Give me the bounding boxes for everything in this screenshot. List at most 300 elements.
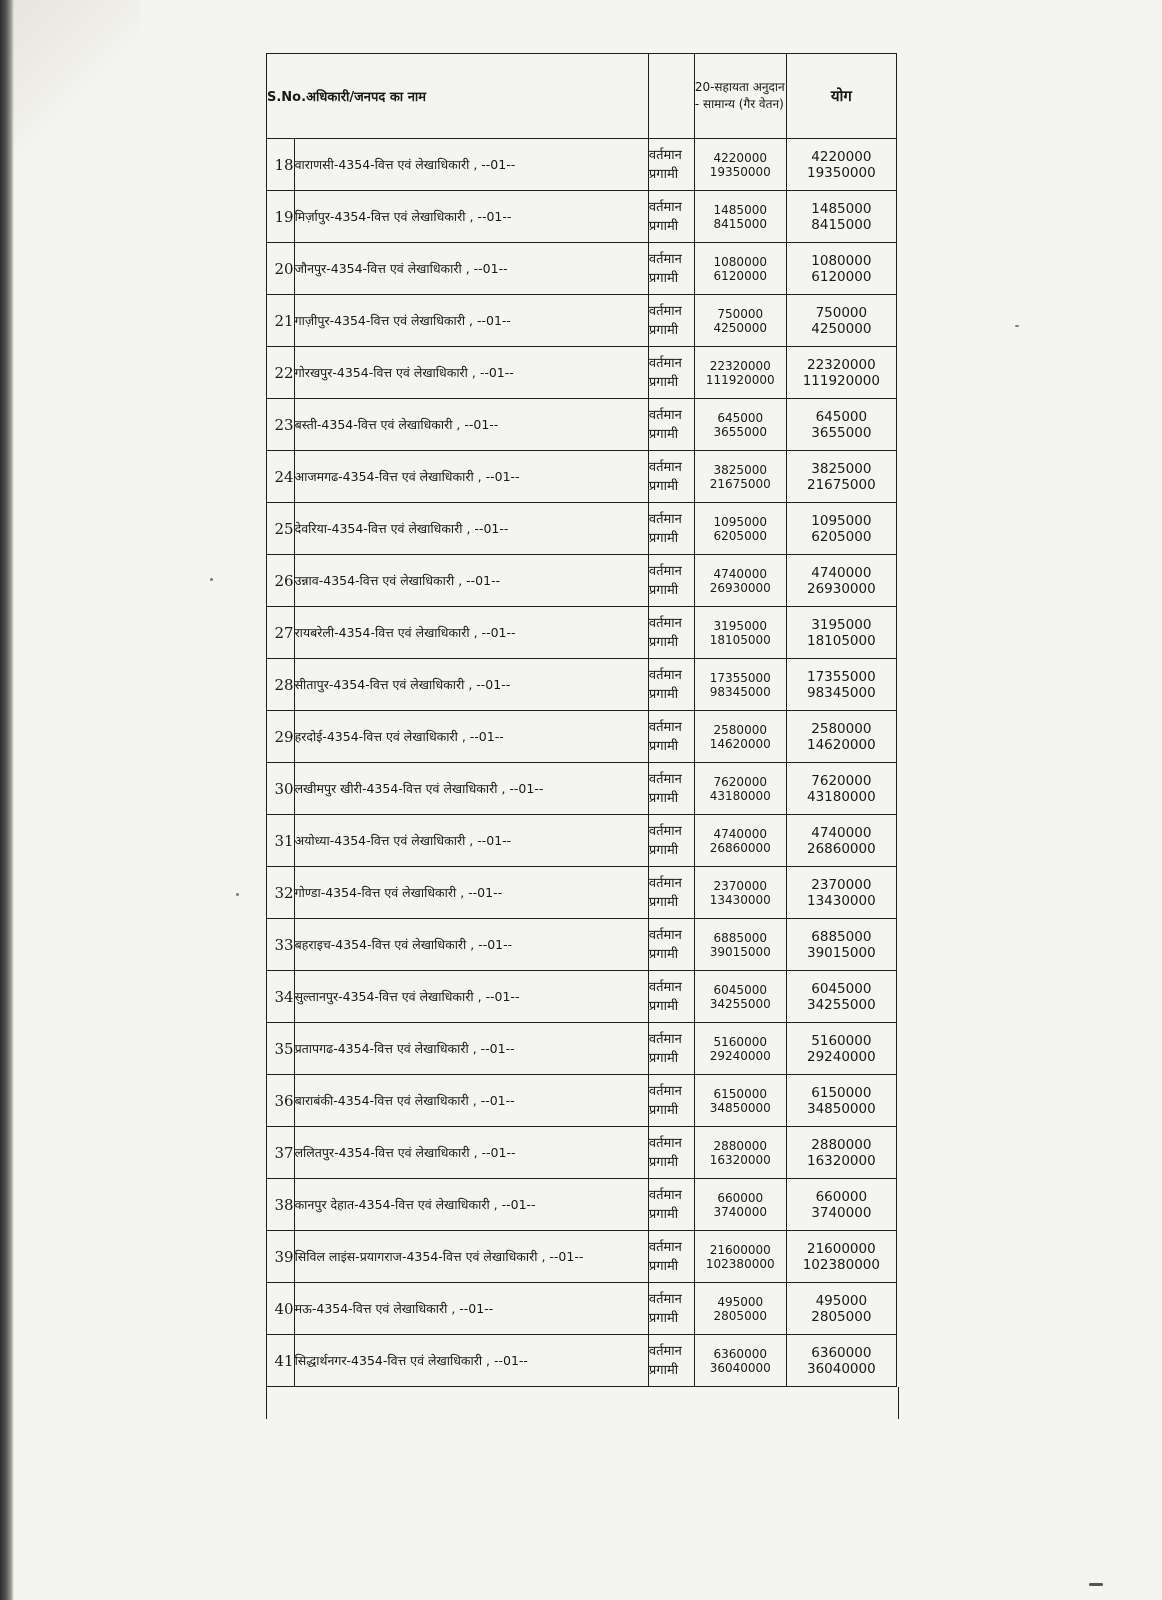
row-amount [694,607,786,659]
row-period [648,243,694,295]
row-period [648,1179,694,1231]
period-future-label: प्रगामी [648,894,679,910]
row-name: हरदोई-4354-वित्त एवं लेखाधिकारी , --01-- [294,711,648,763]
row-total [786,711,896,763]
scan-speck [1015,325,1019,327]
row-total [786,399,896,451]
amount-current: 6150000 [713,1086,767,1101]
amount-future: 26930000 [709,580,771,595]
period-current-label: वर्तमान [648,1343,682,1359]
row-period [648,1075,694,1127]
amount-future: 34850000 [709,1100,771,1115]
amount-future: 3740000 [713,1204,767,1219]
amount-current: 3825000 [713,462,767,477]
row-sno: 27 [267,607,295,659]
row-amount [694,555,786,607]
row-period [648,191,694,243]
row-sno: 40 [267,1283,295,1335]
total-future: 14620000 [806,736,876,753]
period-current-label: वर्तमान [648,823,682,839]
table-row [267,1023,897,1075]
table-row [267,919,897,971]
total-future: 102380000 [802,1256,880,1273]
amount-current: 21600000 [709,1242,771,1257]
row-period [648,503,694,555]
period-future-label: प्रगामी [648,1206,679,1222]
total-future: 29240000 [806,1048,876,1065]
table-row [267,451,897,503]
row-name: ललितपुर-4354-वित्त एवं लेखाधिकारी , --01-- [294,1127,648,1179]
row-name: मिर्ज़ापुर-4354-वित्त एवं लेखाधिकारी , --01-- [294,191,648,243]
row-total [786,295,896,347]
row-sno: 36 [267,1075,295,1127]
period-current-label: वर्तमान [648,1239,682,1255]
row-sno: 34 [267,971,295,1023]
amount-future: 36040000 [709,1360,771,1375]
total-future: 39015000 [806,944,876,961]
row-amount [694,1075,786,1127]
row-name: लखीमपुर खीरी-4354-वित्त एवं लेखाधिकारी , --01-- [294,763,648,815]
total-current: 4220000 [811,148,872,165]
period-future-label: प्रगामी [648,1258,679,1274]
row-period [648,555,694,607]
table-row [267,243,897,295]
row-name: रायबरेली-4354-वित्त एवं लेखाधिकारी , --01-- [294,607,648,659]
period-current-label: वर्तमान [648,459,682,475]
amount-current: 5160000 [713,1034,767,1049]
period-future-label: प्रगामी [648,634,679,650]
total-future: 13430000 [806,892,876,909]
total-current: 3825000 [811,460,872,477]
total-current: 2880000 [811,1136,872,1153]
period-current-label: वर्तमान [648,1187,682,1203]
period-future-label: प्रगामी [648,218,679,234]
period-current-label: वर्तमान [648,615,682,631]
period-current-label: वर्तमान [648,719,682,735]
row-sno: 26 [267,555,295,607]
row-period [648,1023,694,1075]
period-current-label: वर्तमान [648,667,682,683]
total-future: 34255000 [806,996,876,1013]
total-future: 6205000 [811,528,872,545]
row-name: कानपुर देहात-4354-वित्त एवं लेखाधिकारी , --01-- [294,1179,648,1231]
table-row [267,191,897,243]
row-amount [694,1179,786,1231]
row-amount [694,867,786,919]
total-current: 6150000 [811,1084,872,1101]
amount-current: 22320000 [709,358,771,373]
row-total [786,763,896,815]
total-current: 645000 [815,408,868,425]
period-future-label: प्रगामी [648,166,679,182]
row-amount [694,139,786,191]
period-current-label: वर्तमान [648,979,682,995]
header-amount: 20-सहायता अनुदान - सामान्य (गैर वेतन) [694,54,786,139]
table-header-row [267,54,897,139]
header-total: योग [786,54,896,139]
row-total [786,815,896,867]
table-row [267,1231,897,1283]
row-name: सिद्धार्थनगर-4354-वित्त एवं लेखाधिकारी , --01-- [294,1335,648,1387]
scan-speck [210,578,213,581]
period-future-label: प्रगामी [648,426,679,442]
header-sno-name [267,54,649,139]
header-sno: S.No. [267,90,307,105]
row-name: बाराबंकी-4354-वित्त एवं लेखाधिकारी , --01-- [294,1075,648,1127]
total-future: 3740000 [811,1204,872,1221]
total-future: 98345000 [806,684,876,701]
amount-future: 4250000 [713,320,767,335]
total-current: 1095000 [811,512,872,529]
row-period [648,295,694,347]
amount-current: 7620000 [713,774,767,789]
amount-current: 4740000 [713,566,767,581]
amount-current: 17355000 [709,670,771,685]
amount-future: 14620000 [709,736,771,751]
row-total [786,243,896,295]
row-total [786,919,896,971]
total-future: 26860000 [806,840,876,857]
row-period [648,451,694,503]
amount-future: 111920000 [705,372,775,387]
period-future-label: प्रगामी [648,1050,679,1066]
row-sno: 24 [267,451,295,503]
total-current: 17355000 [806,668,876,685]
row-amount [694,815,786,867]
amount-current: 1095000 [713,514,767,529]
amount-future: 2805000 [713,1308,767,1323]
row-period [648,659,694,711]
row-name: प्रतापगढ-4354-वित्त एवं लेखाधिकारी , --01-- [294,1023,648,1075]
row-name: गाज़ीपुर-4354-वित्त एवं लेखाधिकारी , --01-- [294,295,648,347]
row-amount [694,191,786,243]
total-current: 22320000 [806,356,876,373]
total-current: 1485000 [811,200,872,217]
period-future-label: प्रगामी [648,374,679,390]
row-amount [694,399,786,451]
row-sno: 22 [267,347,295,399]
amount-future: 29240000 [709,1048,771,1063]
row-total [786,1127,896,1179]
row-sno: 30 [267,763,295,815]
total-current: 2370000 [811,876,872,893]
amount-current: 6045000 [713,982,767,997]
period-future-label: प्रगामी [648,1362,679,1378]
amount-current: 2580000 [713,722,767,737]
amount-future: 102380000 [705,1256,775,1271]
amount-future: 43180000 [709,788,771,803]
total-current: 4740000 [811,564,872,581]
total-future: 18105000 [806,632,876,649]
amount-future: 6205000 [713,528,767,543]
table-row [267,711,897,763]
period-current-label: वर्तमान [648,1291,682,1307]
amount-current: 495000 [717,1294,764,1309]
period-current-label: वर्तमान [648,251,682,267]
total-current: 3195000 [811,616,872,633]
row-amount [694,1335,786,1387]
row-sno: 23 [267,399,295,451]
row-sno: 38 [267,1179,295,1231]
row-sno: 35 [267,1023,295,1075]
row-total [786,659,896,711]
row-sno: 32 [267,867,295,919]
period-current-label: वर्तमान [648,771,682,787]
period-current-label: वर्तमान [648,199,682,215]
table-row [267,867,897,919]
period-future-label: प्रगामी [648,322,679,338]
row-sno: 33 [267,919,295,971]
period-current-label: वर्तमान [648,303,682,319]
total-current: 6360000 [811,1344,872,1361]
row-sno: 21 [267,295,295,347]
row-amount [694,1231,786,1283]
period-future-label: प्रगामी [648,998,679,1014]
row-period [648,815,694,867]
row-total [786,971,896,1023]
row-amount [694,503,786,555]
row-sno: 37 [267,1127,295,1179]
table-row [267,607,897,659]
header-period [648,54,694,139]
total-current: 5160000 [811,1032,872,1049]
total-future: 6120000 [811,268,872,285]
row-total [786,1075,896,1127]
row-period [648,1127,694,1179]
period-future-label: प्रगामी [648,1154,679,1170]
row-name: मऊ-4354-वित्त एवं लेखाधिकारी , --01-- [294,1283,648,1335]
amount-current: 6360000 [713,1346,767,1361]
amount-current: 660000 [717,1190,764,1205]
row-amount [694,1023,786,1075]
row-name: सीतापुर-4354-वित्त एवं लेखाधिकारी , --01-- [294,659,648,711]
scan-page-corner [0,0,140,160]
row-period [648,867,694,919]
row-total [786,1231,896,1283]
row-period [648,711,694,763]
amount-current: 750000 [717,306,764,321]
row-name: गोरखपुर-4354-वित्त एवं लेखाधिकारी , --01-- [294,347,648,399]
row-name: गोण्डा-4354-वित्त एवं लेखाधिकारी , --01-- [294,867,648,919]
table-row [267,1335,897,1387]
total-future: 21675000 [806,476,876,493]
period-current-label: वर्तमान [648,1031,682,1047]
row-sno: 18 [267,139,295,191]
amount-current: 6885000 [713,930,767,945]
amount-current: 1080000 [713,254,767,269]
row-period [648,139,694,191]
scan-edge-shadow [0,0,14,1600]
amount-current: 3195000 [713,618,767,633]
row-total [786,139,896,191]
row-sno: 19 [267,191,295,243]
table-row [267,399,897,451]
row-period [648,1283,694,1335]
row-name: उन्नाव-4354-वित्त एवं लेखाधिकारी , --01-- [294,555,648,607]
total-current: 7620000 [811,772,872,789]
amount-future: 98345000 [709,684,771,699]
row-period [648,971,694,1023]
row-total [786,347,896,399]
row-amount [694,451,786,503]
row-name: अयोध्या-4354-वित्त एवं लेखाधिकारी , --01-- [294,815,648,867]
amount-current: 2370000 [713,878,767,893]
row-amount [694,919,786,971]
table-row [267,295,897,347]
table-row [267,659,897,711]
total-current: 4740000 [811,824,872,841]
row-amount [694,1283,786,1335]
total-future: 2805000 [811,1308,872,1325]
row-sno: 28 [267,659,295,711]
period-future-label: प्रगामी [648,270,679,286]
table-row [267,347,897,399]
row-period [648,919,694,971]
period-current-label: वर्तमान [648,407,682,423]
table-row [267,1127,897,1179]
document-sheet [266,53,908,1387]
table-row [267,1283,897,1335]
row-name: वाराणसी-4354-वित्त एवं लेखाधिकारी , --01-- [294,139,648,191]
total-future: 34850000 [806,1100,876,1117]
total-current: 6885000 [811,928,872,945]
table-row [267,1179,897,1231]
row-period [648,347,694,399]
table-row [267,971,897,1023]
row-total [786,1335,896,1387]
amount-future: 34255000 [709,996,771,1011]
row-name: बहराइच-4354-वित्त एवं लेखाधिकारी , --01-- [294,919,648,971]
amount-future: 18105000 [709,632,771,647]
period-future-label: प्रगामी [648,842,679,858]
row-name: बस्ती-4354-वित्त एवं लेखाधिकारी , --01-- [294,399,648,451]
row-total [786,191,896,243]
amount-current: 4740000 [713,826,767,841]
period-current-label: वर्तमान [648,875,682,891]
table-row [267,1075,897,1127]
scan-speck [1089,1583,1103,1586]
amount-current: 1485000 [713,202,767,217]
row-amount [694,711,786,763]
total-current: 750000 [815,304,868,321]
row-name: देवरिया-4354-वित्त एवं लेखाधिकारी , --01-- [294,503,648,555]
total-future: 16320000 [806,1152,876,1169]
row-sno: 39 [267,1231,295,1283]
period-future-label: प्रगामी [648,582,679,598]
total-current: 2580000 [811,720,872,737]
table-row [267,555,897,607]
row-amount [694,971,786,1023]
row-name: सिविल लाइंस-प्रयागराज-4354-वित्त एवं लेखाधिकारी , --01-- [294,1231,648,1283]
row-amount [694,295,786,347]
total-future: 36040000 [806,1360,876,1377]
amount-current: 4220000 [713,150,767,165]
row-total [786,451,896,503]
period-future-label: प्रगामी [648,686,679,702]
row-name: सुल्तानपुर-4354-वित्त एवं लेखाधिकारी , --01-- [294,971,648,1023]
row-period [648,1231,694,1283]
period-current-label: वर्तमान [648,563,682,579]
table-row [267,503,897,555]
row-total [786,1283,896,1335]
total-future: 3655000 [811,424,872,441]
amount-future: 19350000 [709,164,771,179]
period-future-label: प्रगामी [648,530,679,546]
total-current: 6045000 [811,980,872,997]
table-row [267,815,897,867]
amount-future: 8415000 [713,216,767,231]
total-current: 1080000 [811,252,872,269]
row-sno: 20 [267,243,295,295]
amount-current: 645000 [717,410,764,425]
amount-future: 16320000 [709,1152,771,1167]
table-row [267,763,897,815]
row-sno: 25 [267,503,295,555]
total-future: 43180000 [806,788,876,805]
row-total [786,607,896,659]
row-total [786,1023,896,1075]
total-current: 660000 [815,1188,868,1205]
period-future-label: प्रगामी [648,478,679,494]
amount-future: 3655000 [713,424,767,439]
period-future-label: प्रगामी [648,790,679,806]
row-name: आजमगढ-4354-वित्त एवं लेखाधिकारी , --01-- [294,451,648,503]
row-period [648,763,694,815]
period-current-label: वर्तमान [648,1135,682,1151]
total-future: 19350000 [806,164,876,181]
scan-speck [236,893,239,896]
period-future-label: प्रगामी [648,1310,679,1326]
period-future-label: प्रगामी [648,738,679,754]
amount-future: 26860000 [709,840,771,855]
row-amount [694,347,786,399]
period-current-label: वर्तमान [648,927,682,943]
allocation-table [266,53,897,1387]
total-future: 111920000 [802,372,880,389]
total-current: 495000 [815,1292,868,1309]
amount-future: 13430000 [709,892,771,907]
row-sno: 29 [267,711,295,763]
row-amount [694,659,786,711]
row-sno: 31 [267,815,295,867]
total-future: 8415000 [811,216,872,233]
total-current: 21600000 [806,1240,876,1257]
row-period [648,607,694,659]
amount-current: 2880000 [713,1138,767,1153]
period-current-label: वर्तमान [648,1083,682,1099]
row-total [786,555,896,607]
row-total [786,503,896,555]
row-period [648,399,694,451]
table-continuation [266,1387,899,1419]
period-future-label: प्रगामी [648,1102,679,1118]
row-period [648,1335,694,1387]
period-current-label: वर्तमान [648,355,682,371]
period-current-label: वर्तमान [648,511,682,527]
row-name: जौनपुर-4354-वित्त एवं लेखाधिकारी , --01-- [294,243,648,295]
amount-future: 6120000 [713,268,767,283]
row-amount [694,243,786,295]
row-total [786,1179,896,1231]
header-name: अधिकारी/जनपद का नाम [306,90,427,105]
table-row [267,139,897,191]
period-future-label: प्रगामी [648,946,679,962]
row-total [786,867,896,919]
row-amount [694,1127,786,1179]
total-future: 4250000 [811,320,872,337]
row-sno: 41 [267,1335,295,1387]
period-current-label: वर्तमान [648,147,682,163]
